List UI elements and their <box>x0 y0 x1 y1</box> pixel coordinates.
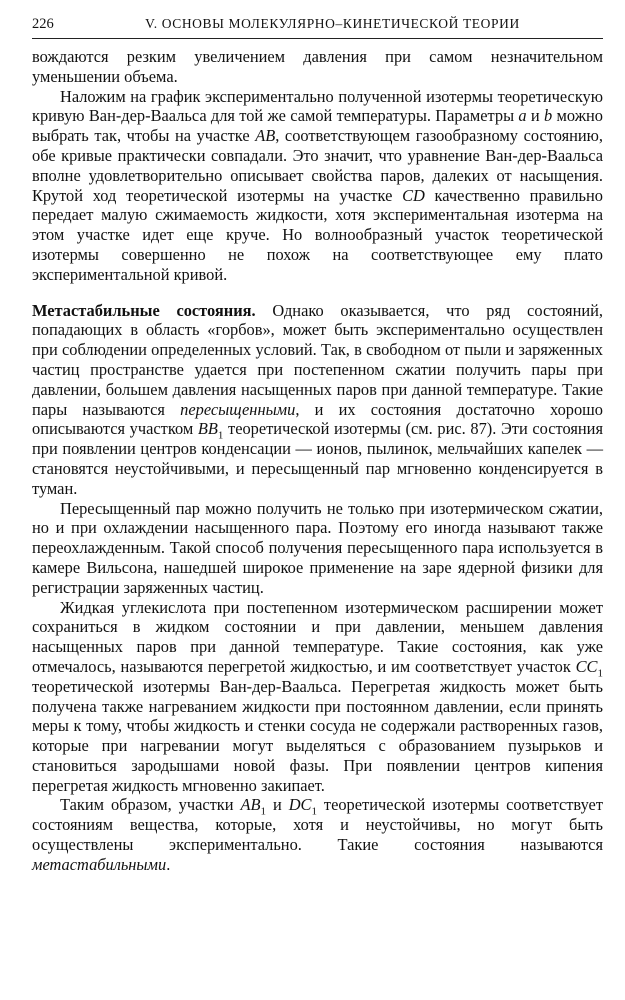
page-number: 226 <box>32 16 54 32</box>
segment-dc1: DC <box>288 795 312 815</box>
param-a: a <box>518 106 527 126</box>
page-body <box>32 47 603 875</box>
segment-cc1: CC <box>575 656 598 676</box>
segment-ab: AB <box>255 126 276 146</box>
paragraph-supersaturated-vapor: Пересыщенный пар можно получить не только при изотермическом сжатии, но и при охлаждении насыщенного пара. Поэтому его иногда называют также переохлажденным. Такой способ получения пересыщенного пара используется в камере Вильсона, нашедшей широкое применение на заре ядерной физики для регистрации заряженных частиц. <box>32 498 603 597</box>
paragraph-conclusion: Таким образом, участки $AB_1$ и $DC_1$ теоретической изотермы соответствует состояниям вещества, которые, хотя и неустойчивы, но могут быть осуществлены экспериментально. Такие состояния называются метастабильными. <box>32 795 603 874</box>
running-title: V. ОСНОВЫ МОЛЕКУЛЯРНО–КИНЕТИЧЕСКОЙ ТЕОРИИ <box>145 16 520 31</box>
paragraph-metastable-states: Метастабильные состояния. Однако оказывается, что ряд состояний, попадающих в область «горбов», может быть экспериментально осуществлен при соблюдении определенных условий. Так, в свободном от пыли и заряженных частиц пространстве удается при постепенном сжатии получить пары при давлении, большем давления насыщенных паров при данной температуре. Такие пары называются пересыщенными, и их состояния достаточно хорошо описываются участком $BB_1$ теоретической изотермы (см. рис. 87). Эти состояния при появлении центров конденсации — ионов, пылинок, мельчайших капелек — становятся неустойчивыми, и пересыщенный пар мгновенно конденсируется в туман. <box>32 300 603 498</box>
section-lead: Метастабильные состояния. <box>32 300 256 320</box>
paragraph-van-der-waals-fit: Наложим на график экспериментально полученной изотермы теоретическую кривую Ван-дер-Ваальса для той же самой температуры. Параметры a и b можно выбрать так, чтобы на участке AB, соответствующем газообразному состоянию, обе кривые практически совпадали. Это значит, что уравнение Ван-дер-Ваальса вполне удовлетворительно описывает свойства паров, далеких от насыщения. Крутой ход теоретической изотермы на участке CD качественно правильно передает малую сжимаемость жидкости, хотя экспериментальная изотерма на этом участке идет еще круче. Но волнообразный участок теоретической изотермы совершенно не похож на соответствующее ему плато экспериментальной кривой. <box>32 86 604 284</box>
page-header <box>32 16 603 39</box>
segment-bb1: BB <box>197 419 218 439</box>
segment-ab1: AB <box>240 795 261 815</box>
param-b: b <box>544 106 553 126</box>
segment-cd: CD <box>402 185 425 205</box>
term-supersaturated: пересыщенными <box>180 399 296 419</box>
paragraph-continuation: вождаются резким увеличением давления при самом незначительном уменьшении объема. <box>32 47 603 86</box>
term-metastable: метастабильными <box>32 854 167 874</box>
paragraph-superheated-liquid: Жидкая углекислота при постепенном изотермическом расширении может сохраниться в жидком состоянии и при давлении, меньшем давления насыщенных паров при данной температуре. Такие состояния, как уже отмечалось, называются перегретой жидкостью, и им соответствует участок $CC_1$ теоретической изотермы Ван-дер-Ваальса. Перегретая жидкость может быть получена также нагреванием жидкости при постоянном давлении, если принять меры к тому, чтобы жидкость и стенки сосуда не содержали растворенных газов, которые при нагревании могут выделяться с образованием пузырьков и становиться зародышами новой фазы. При появлении центров кипения перегретая жидкость мгновенно закипает. <box>32 597 603 795</box>
